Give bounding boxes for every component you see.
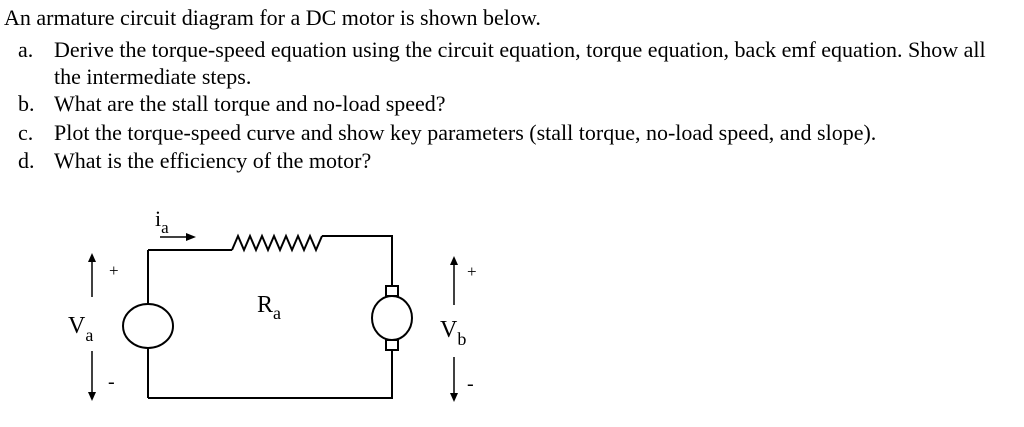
- current-label: [155, 206, 169, 237]
- wire-bottom: [148, 350, 392, 398]
- current-label-sub: a: [161, 218, 169, 237]
- item-letter: c.: [18, 120, 34, 145]
- item-text: Plot the torque-speed curve and show key parameters (stall torque, no-load speed, and slope).: [54, 120, 877, 145]
- source-minus-sign: -: [108, 371, 115, 393]
- voltage-source-circle: [123, 304, 173, 348]
- item-text: Derive the torque-speed equation using the circuit equation, torque equation, back emf equation. Show all the intermediate steps.: [54, 37, 986, 89]
- back-emf-sub: b: [457, 329, 467, 349]
- back-emf-minus-sign: -: [467, 373, 474, 395]
- wire-top-right: [322, 236, 392, 286]
- back-emf-plus-sign: +: [467, 262, 477, 281]
- vb-arrow-head-top: [450, 256, 458, 265]
- back-emf-main: V: [440, 317, 458, 343]
- item-text: What are the stall torque and no-load speed?: [54, 91, 446, 116]
- resistor-label-sub: a: [273, 303, 282, 323]
- current-arrow-head: [186, 233, 196, 241]
- resistor-label: [257, 292, 281, 323]
- motor-brush-top: [386, 286, 398, 296]
- source-voltage-label: [68, 313, 93, 345]
- resistor-label-main: R: [257, 292, 274, 318]
- current-label-main: i: [155, 206, 162, 231]
- item-letter: d.: [18, 148, 35, 173]
- source-voltage-sub: a: [85, 325, 94, 345]
- motor-circle: [372, 296, 412, 340]
- source-voltage-main: V: [68, 313, 86, 339]
- va-arrow-head-top: [88, 253, 96, 262]
- source-plus-sign: +: [109, 261, 119, 280]
- va-arrow-head-bottom: [88, 392, 96, 401]
- vb-arrow-head-bottom: [450, 393, 458, 402]
- item-letter: b.: [18, 91, 35, 116]
- item-text: What is the efficiency of the motor?: [54, 148, 372, 173]
- motor-brush-bottom: [386, 340, 398, 350]
- item-letter: a.: [18, 37, 34, 62]
- resistor-zigzag: [232, 236, 322, 250]
- question-intro: An armature circuit diagram for a DC motor is shown below.: [4, 5, 541, 30]
- back-emf-label: [440, 317, 466, 349]
